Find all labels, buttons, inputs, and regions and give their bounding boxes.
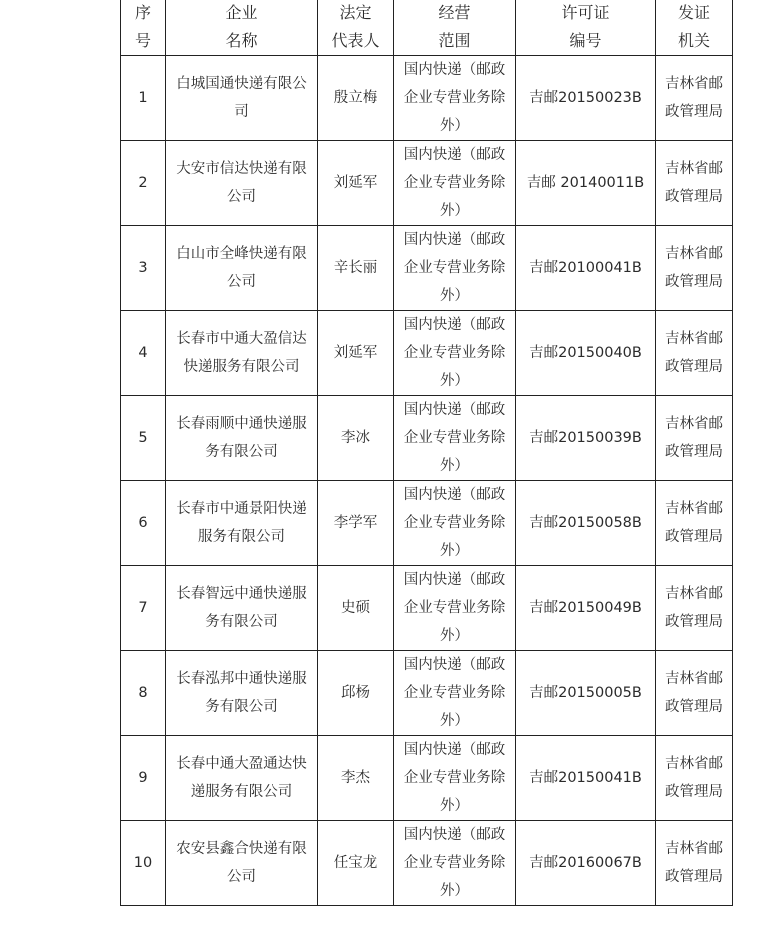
cell-legal-rep: 李杰 xyxy=(318,736,394,821)
cell-legal-rep: 邱杨 xyxy=(318,651,394,736)
header-line: 法定 xyxy=(339,3,372,22)
cell-license-number: 吉邮20150049B xyxy=(516,566,656,651)
cell-company-name: 长春智远中通快递服务有限公司 xyxy=(166,566,318,651)
cell-legal-rep: 任宝龙 xyxy=(318,821,394,906)
cell-legal-rep: 史硕 xyxy=(318,566,394,651)
cell-no: 8 xyxy=(121,651,166,736)
cell-no: 1 xyxy=(121,56,166,141)
cell-business-scope: 国内快递（邮政企业专营业务除外） xyxy=(394,56,516,141)
table-row xyxy=(121,311,733,396)
header-line: 号 xyxy=(134,31,151,50)
header-line: 编号 xyxy=(569,31,602,50)
header-line: 序 xyxy=(134,3,151,22)
col-header-authority xyxy=(656,0,733,56)
header-line: 范围 xyxy=(438,31,471,50)
cell-business-scope: 国内快递（邮政企业专营业务除外） xyxy=(394,141,516,226)
cell-company-name: 长春雨顺中通快递服务有限公司 xyxy=(166,396,318,481)
table-row xyxy=(121,566,733,651)
cell-company-name: 白山市全峰快递有限公司 xyxy=(166,226,318,311)
cell-company-name: 长春泓邦中通快递服务有限公司 xyxy=(166,651,318,736)
header-row xyxy=(121,0,733,56)
cell-company-name: 白城国通快递有限公司 xyxy=(166,56,318,141)
cell-legal-rep: 殷立梅 xyxy=(318,56,394,141)
cell-no: 9 xyxy=(121,736,166,821)
cell-issuing-authority: 吉林省邮政管理局 xyxy=(656,651,733,736)
cell-license-number: 吉邮20160067B xyxy=(516,821,656,906)
col-header-scope xyxy=(394,0,516,56)
cell-business-scope: 国内快递（邮政企业专营业务除外） xyxy=(394,821,516,906)
cell-no: 5 xyxy=(121,396,166,481)
cell-company-name: 农安县鑫合快递有限公司 xyxy=(166,821,318,906)
header-line: 机关 xyxy=(677,31,710,50)
cell-company-name: 大安市信达快递有限公司 xyxy=(166,141,318,226)
cell-issuing-authority: 吉林省邮政管理局 xyxy=(656,821,733,906)
cell-business-scope: 国内快递（邮政企业专营业务除外） xyxy=(394,311,516,396)
header-line: 企业 xyxy=(225,3,258,22)
cell-issuing-authority: 吉林省邮政管理局 xyxy=(656,226,733,311)
cell-license-number: 吉邮20150005B xyxy=(516,651,656,736)
col-header-no xyxy=(121,0,166,56)
cell-license-number: 吉邮 20140011B xyxy=(516,141,656,226)
cell-company-name: 长春市中通大盈信达快递服务有限公司 xyxy=(166,311,318,396)
cell-issuing-authority: 吉林省邮政管理局 xyxy=(656,311,733,396)
table-row xyxy=(121,56,733,141)
cell-business-scope: 国内快递（邮政企业专营业务除外） xyxy=(394,566,516,651)
header-line: 名称 xyxy=(225,31,258,50)
col-header-license xyxy=(516,0,656,56)
header-line: 许可证 xyxy=(561,3,610,22)
cell-legal-rep: 李冰 xyxy=(318,396,394,481)
cell-legal-rep: 刘延军 xyxy=(318,311,394,396)
cell-issuing-authority: 吉林省邮政管理局 xyxy=(656,396,733,481)
cell-issuing-authority: 吉林省邮政管理局 xyxy=(656,56,733,141)
cell-no: 3 xyxy=(121,226,166,311)
cell-license-number: 吉邮20150039B xyxy=(516,396,656,481)
cell-license-number: 吉邮20150023B xyxy=(516,56,656,141)
cell-legal-rep: 李学军 xyxy=(318,481,394,566)
col-header-name xyxy=(166,0,318,56)
table-row xyxy=(121,141,733,226)
cell-no: 4 xyxy=(121,311,166,396)
table-row xyxy=(121,736,733,821)
cell-legal-rep: 刘延军 xyxy=(318,141,394,226)
cell-business-scope: 国内快递（邮政企业专营业务除外） xyxy=(394,651,516,736)
cell-no: 2 xyxy=(121,141,166,226)
cell-company-name: 长春市中通景阳快递服务有限公司 xyxy=(166,481,318,566)
cell-no: 10 xyxy=(121,821,166,906)
cell-license-number: 吉邮20150058B xyxy=(516,481,656,566)
table-row xyxy=(121,481,733,566)
cell-issuing-authority: 吉林省邮政管理局 xyxy=(656,481,733,566)
table-row xyxy=(121,226,733,311)
table-body xyxy=(121,56,733,906)
table-row xyxy=(121,396,733,481)
header-line: 代表人 xyxy=(331,31,380,50)
cell-business-scope: 国内快递（邮政企业专营业务除外） xyxy=(394,226,516,311)
cell-no: 7 xyxy=(121,566,166,651)
table-row xyxy=(121,821,733,906)
header-line: 发证 xyxy=(677,3,710,22)
cell-no: 6 xyxy=(121,481,166,566)
cell-legal-rep: 辛长丽 xyxy=(318,226,394,311)
cell-business-scope: 国内快递（邮政企业专营业务除外） xyxy=(394,736,516,821)
cell-issuing-authority: 吉林省邮政管理局 xyxy=(656,566,733,651)
cell-license-number: 吉邮20100041B xyxy=(516,226,656,311)
col-header-rep xyxy=(318,0,394,56)
cell-license-number: 吉邮20150041B xyxy=(516,736,656,821)
cell-issuing-authority: 吉林省邮政管理局 xyxy=(656,141,733,226)
cell-business-scope: 国内快递（邮政企业专营业务除外） xyxy=(394,396,516,481)
cell-business-scope: 国内快递（邮政企业专营业务除外） xyxy=(394,481,516,566)
cell-company-name: 长春中通大盈通达快递服务有限公司 xyxy=(166,736,318,821)
cell-license-number: 吉邮20150040B xyxy=(516,311,656,396)
table-row xyxy=(121,651,733,736)
cell-issuing-authority: 吉林省邮政管理局 xyxy=(656,736,733,821)
header-line: 经营 xyxy=(438,3,471,22)
license-table xyxy=(120,0,733,906)
